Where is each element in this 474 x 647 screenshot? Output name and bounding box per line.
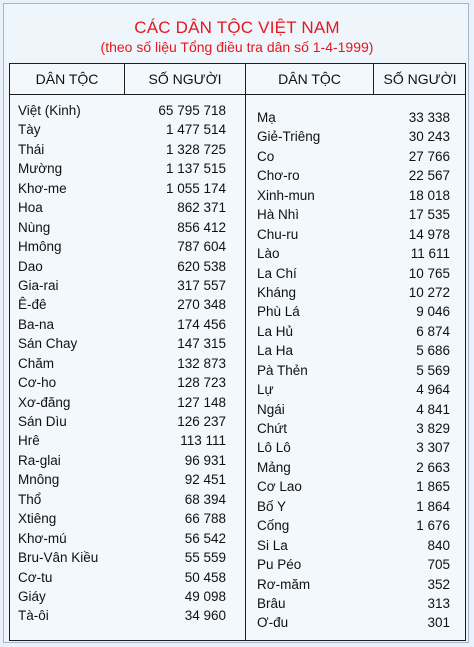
table-row	[257, 555, 450, 574]
population-count: 620 538	[177, 258, 226, 274]
ethnic-group-name: Pu Péo	[257, 557, 302, 573]
population-count: 301	[427, 615, 450, 631]
table-row	[18, 237, 226, 256]
population-count: 3 829	[416, 421, 450, 436]
table-row	[257, 477, 450, 496]
ethnic-group-name: Thái	[18, 141, 45, 157]
population-count: 2 663	[416, 459, 450, 475]
ethnic-group-name: Tà-ôi	[18, 608, 49, 624]
left-header-ethnic: DÂN TỘC	[35, 71, 99, 87]
ethnic-group-name: Mạ	[257, 110, 276, 125]
table-row	[257, 361, 450, 380]
table-row	[257, 127, 450, 146]
population-count: 17 535	[408, 207, 450, 223]
ethnic-group-name: La Chí	[257, 265, 297, 281]
table-row	[257, 108, 450, 127]
table-row	[257, 438, 450, 457]
ethnic-group-name: Ơ-đu	[257, 615, 289, 631]
table-row	[257, 575, 450, 594]
ethnic-group-name: Mường	[18, 161, 63, 177]
ethnic-group-name: Khơ-mú	[18, 530, 67, 546]
table-row	[18, 509, 226, 528]
population-count: 1 137 515	[165, 161, 226, 177]
ethnic-group-name: Sán Chay	[18, 336, 78, 352]
page-title: CÁC DÂN TỘC VIỆT NAM	[134, 18, 340, 37]
population-count: 10 765	[408, 265, 450, 281]
population-count: 128 723	[177, 375, 226, 391]
table-row	[18, 179, 226, 198]
population-count: 9 046	[416, 304, 450, 320]
header-divider	[10, 94, 465, 95]
table-row	[18, 431, 226, 450]
ethnic-group-name: Xơ-đăng	[18, 394, 71, 410]
table-row	[18, 295, 226, 314]
table-row	[18, 198, 226, 217]
table-row	[18, 568, 226, 587]
table-row	[257, 302, 450, 321]
population-count: 50 458	[184, 569, 226, 585]
table-row	[257, 225, 450, 244]
table-row	[257, 264, 450, 283]
ethnic-group-name: Bố Y	[257, 498, 287, 514]
population-count: 14 978	[408, 226, 450, 242]
population-count: 3 307	[416, 440, 450, 456]
ethnic-population-table	[9, 63, 466, 641]
table-row	[18, 276, 226, 295]
population-count: 317 557	[177, 277, 226, 293]
population-count: 11 611	[410, 246, 450, 262]
table-row	[257, 244, 450, 263]
table-row	[18, 315, 226, 334]
left-header-count: SỐ NGƯỜI	[148, 71, 222, 87]
ethnic-group-name: Gia-rai	[18, 277, 59, 293]
population-count: 1 328 725	[165, 141, 226, 157]
ethnic-group-name: Ngái	[257, 401, 285, 417]
ethnic-group-name: Việt (Kinh)	[18, 103, 81, 118]
table-row	[18, 373, 226, 392]
table-row	[18, 101, 226, 120]
ethnic-group-name: Mảng	[257, 459, 291, 475]
table-row	[18, 393, 226, 412]
ethnic-group-name: Rơ-măm	[257, 576, 311, 592]
population-count: 5 569	[416, 362, 450, 378]
ethnic-group-name: Lự	[257, 382, 274, 398]
right-header-ethnic: DÂN TỘC	[278, 71, 341, 87]
table-row	[257, 594, 450, 613]
population-count: 787 604	[177, 239, 226, 255]
population-count: 33 338	[408, 110, 450, 125]
population-count: 1 676	[416, 518, 450, 534]
population-count: 4 964	[416, 382, 450, 398]
population-count: 313	[427, 595, 450, 611]
ethnic-group-name: Xtiêng	[18, 511, 57, 527]
table-row	[257, 400, 450, 419]
ethnic-group-name: Sán Dìu	[18, 414, 67, 429]
table-row	[18, 548, 226, 567]
population-count: 18 018	[408, 187, 450, 203]
ethnic-group-name: Hmông	[18, 239, 62, 255]
table-row	[18, 159, 226, 178]
population-count: 34 960	[184, 608, 226, 624]
table-row	[257, 166, 450, 185]
table-row	[257, 205, 450, 224]
ethnic-group-name: La Hủ	[257, 323, 294, 339]
population-count: 68 394	[184, 491, 226, 507]
table-row	[18, 470, 226, 489]
population-count: 113 111	[180, 433, 226, 449]
population-count: 5 686	[416, 343, 450, 359]
ethnic-group-name: Kháng	[257, 284, 297, 300]
table-row	[18, 490, 226, 509]
ethnic-group-name: Mnông	[18, 472, 60, 488]
population-count: 22 567	[408, 168, 450, 184]
population-count: 4 841	[416, 401, 450, 417]
ethnic-group-name: Khơ-me	[18, 180, 67, 196]
ethnic-group-name: Ê-đê	[18, 297, 47, 313]
ethnic-group-name: Hoa	[18, 200, 43, 216]
population-count: 49 098	[184, 588, 226, 604]
ethnic-group-name: Phù Lá	[257, 304, 300, 320]
population-count: 126 237	[177, 414, 226, 429]
table-row	[257, 283, 450, 302]
population-count: 127 148	[177, 394, 226, 410]
table-row	[257, 341, 450, 360]
population-count: 1 477 514	[165, 122, 226, 138]
population-count: 56 542	[184, 530, 226, 546]
ethnic-group-name: Cơ Lao	[257, 479, 302, 495]
population-count: 1 055 174	[165, 180, 226, 196]
population-count: 30 243	[408, 129, 450, 145]
population-count: 132 873	[177, 355, 226, 371]
table-row	[18, 218, 226, 237]
ethnic-group-name: Co	[257, 148, 275, 164]
ethnic-group-name: Chăm	[18, 355, 55, 371]
table-row	[18, 587, 226, 606]
population-count: 840	[427, 537, 450, 553]
ethnic-group-name: Si La	[257, 537, 288, 553]
table-row	[257, 458, 450, 477]
left-column-list	[18, 101, 226, 626]
ethnic-group-name: Nùng	[18, 219, 51, 235]
population-count: 174 456	[177, 316, 226, 332]
right-header-count: SỐ NGƯỜI	[383, 71, 457, 87]
population-count: 66 788	[184, 511, 226, 527]
ethnic-group-name: Ba-na	[18, 316, 55, 332]
population-count: 65 795 718	[158, 103, 226, 118]
population-count: 27 766	[408, 148, 450, 164]
ethnic-group-name: Cống	[257, 518, 290, 534]
table-row	[18, 606, 226, 625]
ethnic-group-name: Xinh-mun	[257, 187, 315, 203]
ethnic-group-name: Thổ	[18, 491, 42, 507]
ethnic-group-name: Dao	[18, 258, 43, 274]
population-count: 705	[427, 557, 450, 573]
population-count: 1 864	[416, 498, 450, 514]
population-count: 856 412	[177, 219, 226, 235]
ethnic-group-name: Lô Lô	[257, 440, 291, 456]
population-count: 92 451	[184, 472, 226, 488]
table-row	[257, 497, 450, 516]
ethnic-group-name: Brâu	[257, 595, 286, 611]
population-count: 862 371	[177, 200, 226, 216]
ethnic-group-name: Hrê	[18, 433, 40, 449]
center-divider	[245, 64, 246, 640]
ethnic-group-name: La Ha	[257, 343, 294, 359]
population-count: 10 272	[408, 284, 450, 300]
ethnic-group-name: Giẻ-Triêng	[257, 129, 321, 145]
population-count: 1 865	[416, 479, 450, 495]
ethnic-group-name: Pà Thẻn	[257, 362, 308, 378]
ethnic-group-name: Cơ-tu	[18, 569, 53, 585]
ethnic-group-name: Tày	[18, 122, 41, 138]
page-subtitle: (theo số liệu Tổng điều tra dân số 1-4-1999)	[100, 39, 374, 55]
table-row	[257, 147, 450, 166]
table-row	[18, 257, 226, 276]
table-row	[18, 140, 226, 159]
population-count: 270 348	[177, 297, 226, 313]
table-row	[257, 380, 450, 399]
ethnic-group-name: Ra-glai	[18, 452, 61, 468]
population-count: 352	[427, 576, 450, 592]
table-row	[18, 334, 226, 353]
right-column-list	[257, 108, 450, 633]
ethnic-group-name: Chu-ru	[257, 226, 299, 242]
table-row	[257, 186, 450, 205]
ethnic-group-name: Lào	[257, 246, 280, 262]
ethnic-group-name: Chơ-ro	[257, 168, 300, 184]
table-row	[18, 354, 226, 373]
ethnic-group-name: Hà Nhì	[257, 207, 300, 223]
ethnic-group-name: Giáy	[18, 588, 46, 604]
population-count: 6 874	[416, 323, 450, 339]
table-row	[18, 529, 226, 548]
table-row	[18, 451, 226, 470]
table-row	[257, 419, 450, 438]
table-row	[18, 412, 226, 431]
population-count: 96 931	[184, 452, 226, 468]
table-row	[257, 322, 450, 341]
population-count: 147 315	[177, 336, 226, 352]
ethnic-group-name: Bru-Vân Kiều	[18, 550, 99, 566]
table-row	[257, 536, 450, 555]
ethnic-group-name: Chứt	[257, 421, 288, 436]
table-row	[18, 120, 226, 139]
population-count: 55 559	[184, 550, 226, 566]
ethnic-group-name: Cơ-ho	[18, 375, 57, 391]
table-row	[257, 516, 450, 535]
table-row	[257, 613, 450, 632]
